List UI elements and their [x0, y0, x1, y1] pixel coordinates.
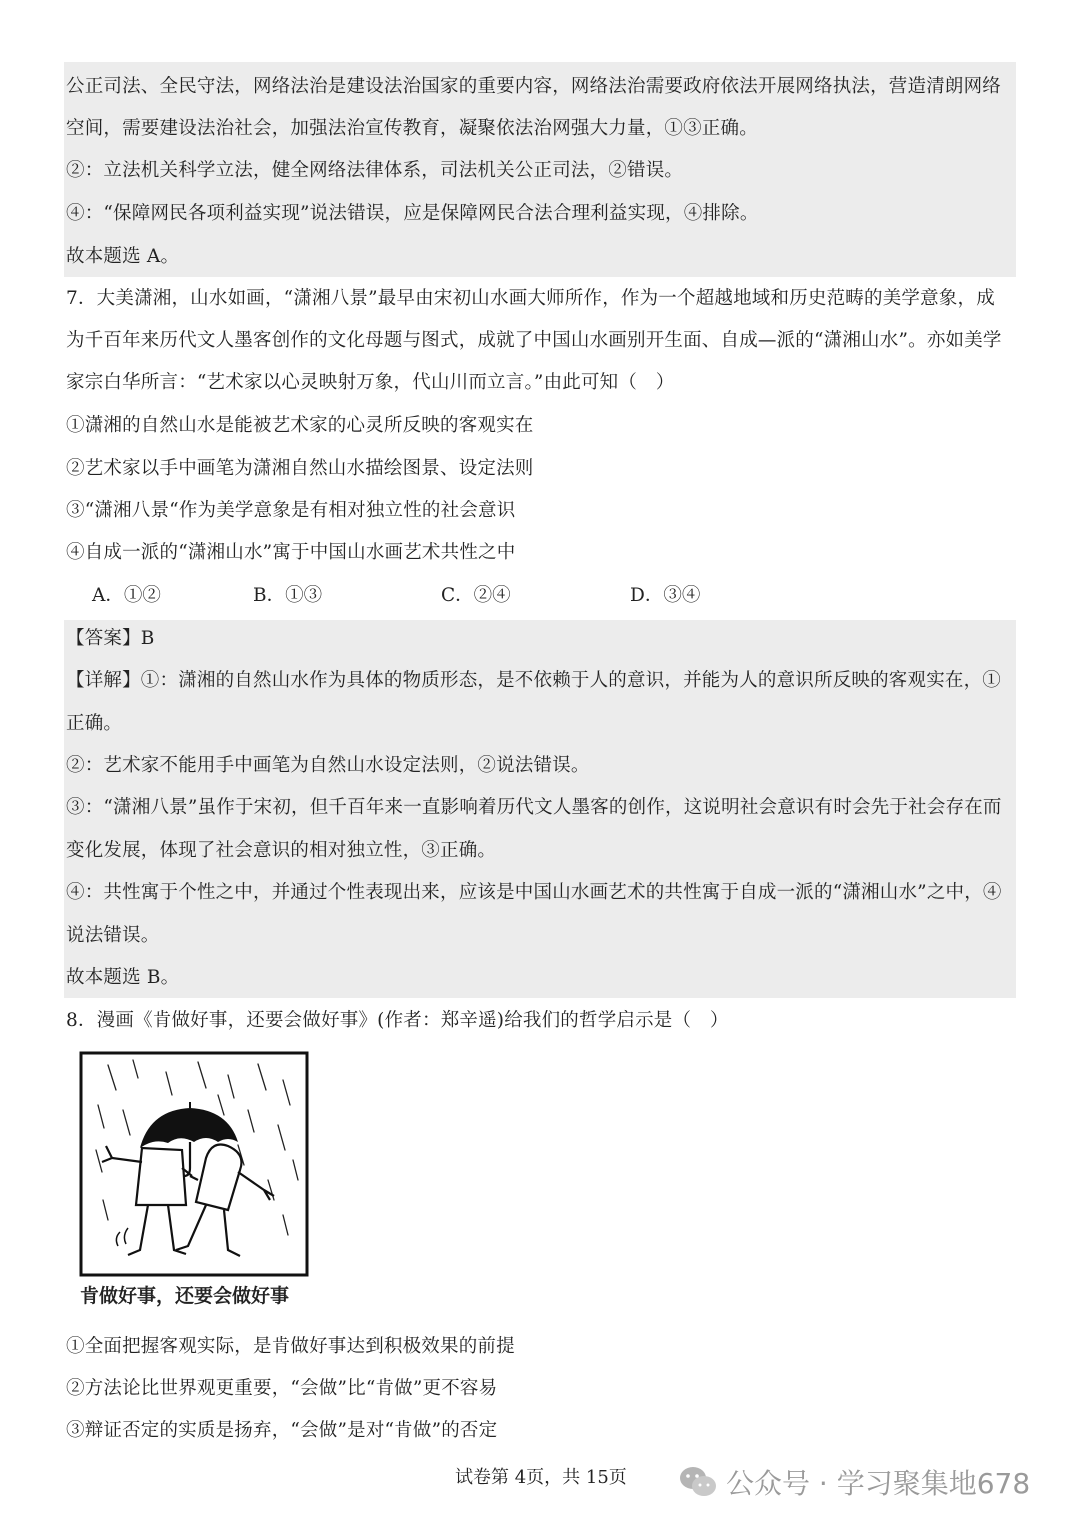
q8-statement: ③辩证否定的实质是扬弃，“会做”是对“肯做”的否定 [66, 1420, 498, 1441]
q7-analysis-line: 正确。 [66, 713, 123, 734]
q7-stem-line: 家宗白华所言：“艺术家以心灵映射万象，代山川而立言。”由此可知（ ） [66, 372, 675, 393]
q7-analysis-line: 说法错误。 [66, 925, 160, 946]
q7-choice-a[interactable]: A．①② [92, 585, 161, 606]
q7-analysis-line: ③：“潇湘八景”虽作于宋初，但千百年来一直影响着历代文人墨客的创作，这说明社会意识有时会先于社会存在而 [66, 797, 1002, 818]
q7-answer: 【答案】B [66, 628, 155, 649]
q7-statement: ②艺术家以手中画笔为潇湘自然山水描绘图景、设定法则 [66, 458, 534, 479]
q7-choice-b[interactable]: B．①③ [253, 585, 323, 606]
watermark-text: 公众号 · 学习聚集地678 [726, 1467, 1031, 1500]
wechat-icon [678, 1465, 718, 1499]
page-footer: 试卷第 4页，共 15页 [455, 1467, 627, 1488]
q7-analysis-line: 变化发展，体现了社会意识的相对独立性，③正确。 [66, 840, 497, 861]
cartoon-caption: 肯做好事，还要会做好事 [80, 1285, 290, 1307]
cartoon-image [78, 1050, 310, 1278]
q7-choice-c[interactable]: C．②④ [441, 585, 511, 606]
q7-analysis-conclusion: 故本题选 B。 [66, 967, 180, 988]
q8-stem: 8．漫画《肯做好事，还要会做好事》(作者：郑辛遥)给我们的哲学启示是（ ） [66, 1010, 729, 1031]
prev-analysis-line: 公正司法、全民守法，网络法治是建设法治国家的重要内容，网络法治需要政府依法开展网络执法，营造清朗网络 [66, 76, 1002, 97]
q7-statement: ③“潇湘八景“作为美学意象是有相对独立性的社会意识 [66, 500, 516, 521]
q7-stem-line: 为千百年来历代文人墨客创作的文化母题与图式，成就了中国山水画别开生面、自成—派的“潇湘山水”。亦如美学 [66, 330, 1002, 351]
q7-analysis-line: 【详解】①：潇湘的自然山水作为具体的物质形态，是不依赖于人的意识，并能为人的意识所反映的客观实在，① [66, 670, 1002, 691]
prev-analysis-line: ④：“保障网民各项利益实现”说法错误，应是保障网民合法合理利益实现，④排除。 [66, 203, 759, 224]
watermark [678, 1462, 1030, 1502]
prev-analysis-line: 空间，需要建设法治社会，加强法治宣传教育，凝聚依法治网强大力量，①③正确。 [66, 118, 758, 139]
q7-choice-d[interactable]: D．③④ [630, 585, 701, 606]
q7-statement: ①潇湘的自然山水是能被艺术家的心灵所反映的客观实在 [66, 415, 534, 436]
prev-analysis-conclusion: 故本题选 A。 [66, 246, 180, 267]
q7-choices [0, 583, 1080, 609]
q7-analysis-line: ②：艺术家不能用手中画笔为自然山水设定法则，②说法错误。 [66, 755, 590, 776]
q7-stem-line: 7．大美潇湘，山水如画，“潇湘八景”最早由宋初山水画大师所作，作为一个超越地域和历史范畴的美学意象，成 [66, 288, 995, 309]
q8-statement: ①全面把握客观实际，是肯做好事达到积极效果的前提 [66, 1336, 515, 1357]
q8-statement: ②方法论比世界观更重要，“会做”比“肯做”更不容易 [66, 1378, 498, 1399]
prev-analysis-line: ②：立法机关科学立法，健全网络法律体系，司法机关公正司法，②错误。 [66, 160, 684, 181]
q7-analysis-line: ④：共性寓于个性之中，并通过个性表现出来，应该是中国山水画艺术的共性寓于自成一派的“潇湘山水”之中，④ [66, 882, 1002, 903]
q7-statement: ④自成一派的“潇湘山水”寓于中国山水画艺术共性之中 [66, 542, 516, 563]
